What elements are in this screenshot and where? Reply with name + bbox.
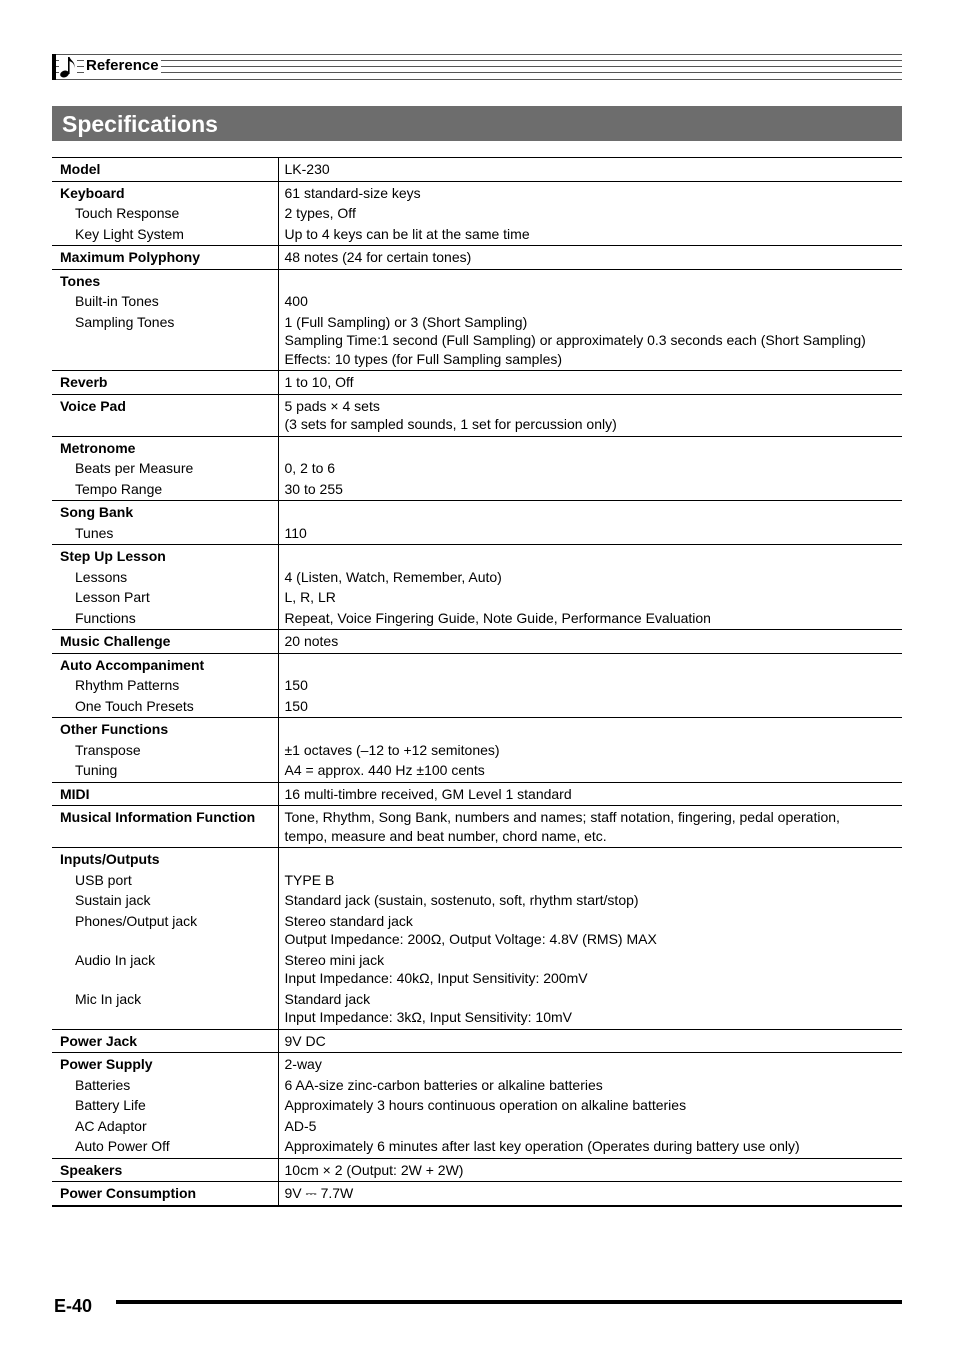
spec-item: Battery Life [52, 1095, 278, 1116]
spec-item: Lesson Part [52, 587, 278, 608]
table-row [52, 312, 902, 371]
spec-category: Model [52, 158, 278, 182]
spec-value [278, 436, 902, 458]
spec-value [278, 291, 902, 312]
spec-value-line: AD-5 [284, 1117, 317, 1134]
spec-value-line: 2-way [284, 1056, 322, 1072]
title-banner [52, 106, 902, 141]
spec-value-line: 16 multi-timbre received, GM Level 1 standard [284, 785, 572, 802]
spec-category: Step Up Lesson [52, 545, 278, 567]
spec-category: Song Bank [52, 501, 278, 523]
table-row [52, 1029, 902, 1053]
spec-value [278, 1182, 902, 1206]
spec-value-line: Approximately 3 hours continuous operation on alkaline batteries [284, 1097, 687, 1113]
specifications-table [52, 157, 902, 1207]
spec-group [52, 545, 902, 630]
table-row [52, 1158, 902, 1182]
spec-value-line: 30 to 255 [284, 480, 343, 497]
table-row [52, 870, 902, 891]
spec-item: Transpose [52, 740, 278, 761]
spec-item: One Touch Presets [52, 696, 278, 718]
table-row [52, 523, 902, 545]
spec-value [278, 870, 902, 891]
spec-group [52, 1182, 902, 1206]
spec-group [52, 782, 902, 806]
table-row [52, 630, 902, 654]
spec-value [278, 269, 902, 291]
spec-value-line: L, R, LR [284, 589, 336, 605]
section-label: Reference [86, 57, 159, 74]
spec-item: Audio In jack [52, 950, 278, 989]
spec-value [278, 1029, 902, 1053]
table-row [52, 696, 902, 718]
spec-value-line: tempo, measure and beat number, chord name, etc. [284, 827, 607, 844]
spec-value-line: 5 pads × 4 sets [284, 397, 380, 414]
spec-value [278, 989, 902, 1030]
spec-value [278, 696, 902, 718]
spec-item: Touch Response [52, 203, 278, 224]
page-number: E-40 [54, 1296, 93, 1316]
spec-value [278, 394, 902, 436]
spec-group [52, 1029, 902, 1053]
table-row [52, 224, 902, 246]
spec-value [278, 203, 902, 224]
spec-group [52, 501, 902, 545]
spec-value [278, 312, 902, 371]
table-row [52, 1182, 902, 1206]
table-row [52, 479, 902, 501]
spec-value-line: 2 types, Off [284, 205, 356, 221]
table-row [52, 653, 902, 675]
spec-value-line: Input Impedance: 3kΩ, Input Sensitivity: 10mV [284, 1009, 573, 1025]
spec-group [52, 1053, 902, 1159]
spec-item: Key Light System [52, 224, 278, 246]
spec-value-line: Standard jack [284, 990, 371, 1007]
spec-value [278, 1053, 902, 1075]
spec-category: Other Functions [52, 718, 278, 740]
table-row [52, 158, 902, 182]
spec-value-line: Input Impedance: 40kΩ, Input Sensitivity: 200mV [284, 970, 588, 986]
spec-value [278, 1075, 902, 1096]
spec-value [278, 1116, 902, 1137]
table-row [52, 608, 902, 630]
spec-value-line: Sampling Time:1 second (Full Sampling) or approximately 0.3 seconds each (Short Sampling) [284, 332, 866, 348]
spec-value [278, 675, 902, 696]
spec-group [52, 1158, 902, 1182]
table-row [52, 806, 902, 848]
spec-item: Phones/Output jack [52, 911, 278, 950]
spec-value-line: Repeat, Voice Fingering Guide, Note Guide, Performance Evaluation [284, 609, 711, 626]
spec-group [52, 806, 902, 848]
spec-group [52, 181, 902, 246]
spec-value-line: LK-230 [284, 161, 330, 177]
spec-item: Mic In jack [52, 989, 278, 1030]
spec-category: Voice Pad [52, 394, 278, 436]
spec-value-line: 0, 2 to 6 [284, 460, 336, 476]
spec-item: AC Adaptor [52, 1116, 278, 1137]
spec-category: Speakers [52, 1158, 278, 1182]
spec-item: Built-in Tones [52, 291, 278, 312]
spec-item: Auto Power Off [52, 1136, 278, 1158]
table-row [52, 587, 902, 608]
table-row [52, 1136, 902, 1158]
spec-item: Sustain jack [52, 890, 278, 911]
table-row [52, 718, 902, 740]
table-row [52, 371, 902, 395]
spec-category: Keyboard [52, 181, 278, 203]
spec-value-line: 48 notes (24 for certain tones) [284, 249, 472, 265]
spec-category: Tones [52, 269, 278, 291]
spec-value-line: 9V ⎓ 7.7W [284, 1185, 354, 1201]
spec-group [52, 653, 902, 718]
table-row [52, 1095, 902, 1116]
spec-value-line: Standard jack (sustain, sostenuto, soft, rhythm start/stop) [284, 892, 639, 908]
spec-item: Functions [52, 608, 278, 630]
spec-value-line: 4 (Listen, Watch, Remember, Auto) [284, 568, 502, 585]
spec-value [278, 158, 902, 182]
spec-value-line: Effects: 10 types (for Full Sampling samples) [284, 350, 563, 367]
table-row [52, 567, 902, 588]
spec-value-line: 400 [284, 293, 308, 309]
spec-value-line: 150 [284, 697, 308, 714]
table-row [52, 501, 902, 523]
spec-group [52, 436, 902, 501]
spec-value [278, 587, 902, 608]
spec-item: Sampling Tones [52, 312, 278, 371]
spec-value-line: TYPE B [284, 871, 335, 888]
spec-value-line: 6 AA-size zinc-carbon batteries or alkaline batteries [284, 1076, 603, 1093]
spec-value [278, 890, 902, 911]
spec-value-line: 20 notes [284, 633, 339, 649]
spec-value [278, 718, 902, 740]
spec-category: Power Jack [52, 1029, 278, 1053]
table-row [52, 989, 902, 1030]
spec-category: Musical Information Function [52, 806, 278, 848]
spec-value [278, 181, 902, 203]
table-row [52, 760, 902, 782]
spec-value [278, 608, 902, 630]
spec-item: Tunes [52, 523, 278, 545]
spec-value-line: (3 sets for sampled sounds, 1 set for percussion only) [284, 416, 617, 432]
table-row [52, 1053, 902, 1075]
spec-value [278, 1158, 902, 1182]
spec-item: Lessons [52, 567, 278, 588]
spec-group [52, 158, 902, 182]
spec-value [278, 950, 902, 989]
spec-value [278, 1095, 902, 1116]
spec-value [278, 1136, 902, 1158]
spec-value [278, 740, 902, 761]
table-row [52, 436, 902, 458]
spec-group [52, 246, 902, 270]
spec-value-line: Up to 4 keys can be lit at the same time [284, 225, 530, 242]
spec-value-line: 9V DC [284, 1032, 326, 1049]
spec-value [278, 523, 902, 545]
table-row [52, 740, 902, 761]
table-row [52, 203, 902, 224]
spec-value-line: 110 [284, 524, 307, 541]
spec-item: USB port [52, 870, 278, 891]
spec-value-line: Tone, Rhythm, Song Bank, numbers and names; staff notation, fingering, pedal operation, [284, 809, 840, 825]
spec-value [278, 545, 902, 567]
table-row [52, 545, 902, 567]
spec-value [278, 760, 902, 782]
spec-group [52, 371, 902, 395]
spec-value-line: Stereo mini jack [284, 951, 385, 968]
spec-value-line: 1 to 10, Off [284, 374, 354, 390]
spec-item: Rhythm Patterns [52, 675, 278, 696]
table-row [52, 1116, 902, 1137]
spec-category: Maximum Polyphony [52, 246, 278, 270]
spec-value [278, 782, 902, 806]
table-row [52, 675, 902, 696]
spec-value [278, 224, 902, 246]
table-row [52, 911, 902, 950]
spec-value-line: Approximately 6 minutes after last key operation (Operates during battery use only) [284, 1138, 800, 1154]
spec-category: Inputs/Outputs [52, 848, 278, 870]
spec-value-line: A4 = approx. 440 Hz ±100 cents [284, 762, 485, 778]
spec-group [52, 718, 902, 783]
spec-item: Beats per Measure [52, 458, 278, 479]
table-row [52, 246, 902, 270]
music-note-icon [59, 55, 77, 79]
table-row [52, 890, 902, 911]
spec-value [278, 458, 902, 479]
spec-category: Power Supply [52, 1053, 278, 1075]
spec-value [278, 246, 902, 270]
table-row [52, 458, 902, 479]
spec-category: Reverb [52, 371, 278, 395]
spec-value-line: 10cm × 2 (Output: 2W + 2W) [284, 1161, 464, 1178]
spec-group [52, 630, 902, 654]
spec-value [278, 479, 902, 501]
page-title: Specifications [62, 111, 218, 137]
spec-value [278, 630, 902, 654]
spec-value [278, 653, 902, 675]
spec-category: MIDI [52, 782, 278, 806]
spec-item: Tuning [52, 760, 278, 782]
table-row [52, 848, 902, 870]
table-row [52, 782, 902, 806]
spec-value [278, 371, 902, 395]
spec-category: Music Challenge [52, 630, 278, 654]
spec-group [52, 269, 902, 371]
header-bar [52, 54, 56, 80]
table-row [52, 950, 902, 989]
footer-rule [116, 1300, 902, 1304]
table-row [52, 1075, 902, 1096]
spec-value-line: Stereo standard jack [284, 912, 413, 929]
spec-group [52, 394, 902, 436]
table-row [52, 181, 902, 203]
table-row [52, 269, 902, 291]
spec-value-line: ±1 octaves (–12 to +12 semitones) [284, 741, 500, 758]
spec-value [278, 911, 902, 950]
spec-value [278, 567, 902, 588]
table-row [52, 291, 902, 312]
spec-value [278, 501, 902, 523]
spec-value [278, 806, 902, 848]
spec-item: Tempo Range [52, 479, 278, 501]
spec-category: Metronome [52, 436, 278, 458]
spec-group [52, 848, 902, 1030]
spec-category: Auto Accompaniment [52, 653, 278, 675]
spec-value-line: 1 (Full Sampling) or 3 (Short Sampling) [284, 313, 528, 330]
spec-value-line: Output Impedance: 200Ω, Output Voltage: 4.8V (RMS) MAX [284, 931, 657, 947]
spec-value-line: 61 standard-size keys [284, 184, 421, 201]
spec-value-line: 150 [284, 677, 308, 693]
table-row [52, 394, 902, 436]
spec-value [278, 848, 902, 870]
section-header [52, 54, 902, 80]
spec-item: Batteries [52, 1075, 278, 1096]
spec-category: Power Consumption [52, 1182, 278, 1206]
staff-lines [52, 54, 902, 80]
